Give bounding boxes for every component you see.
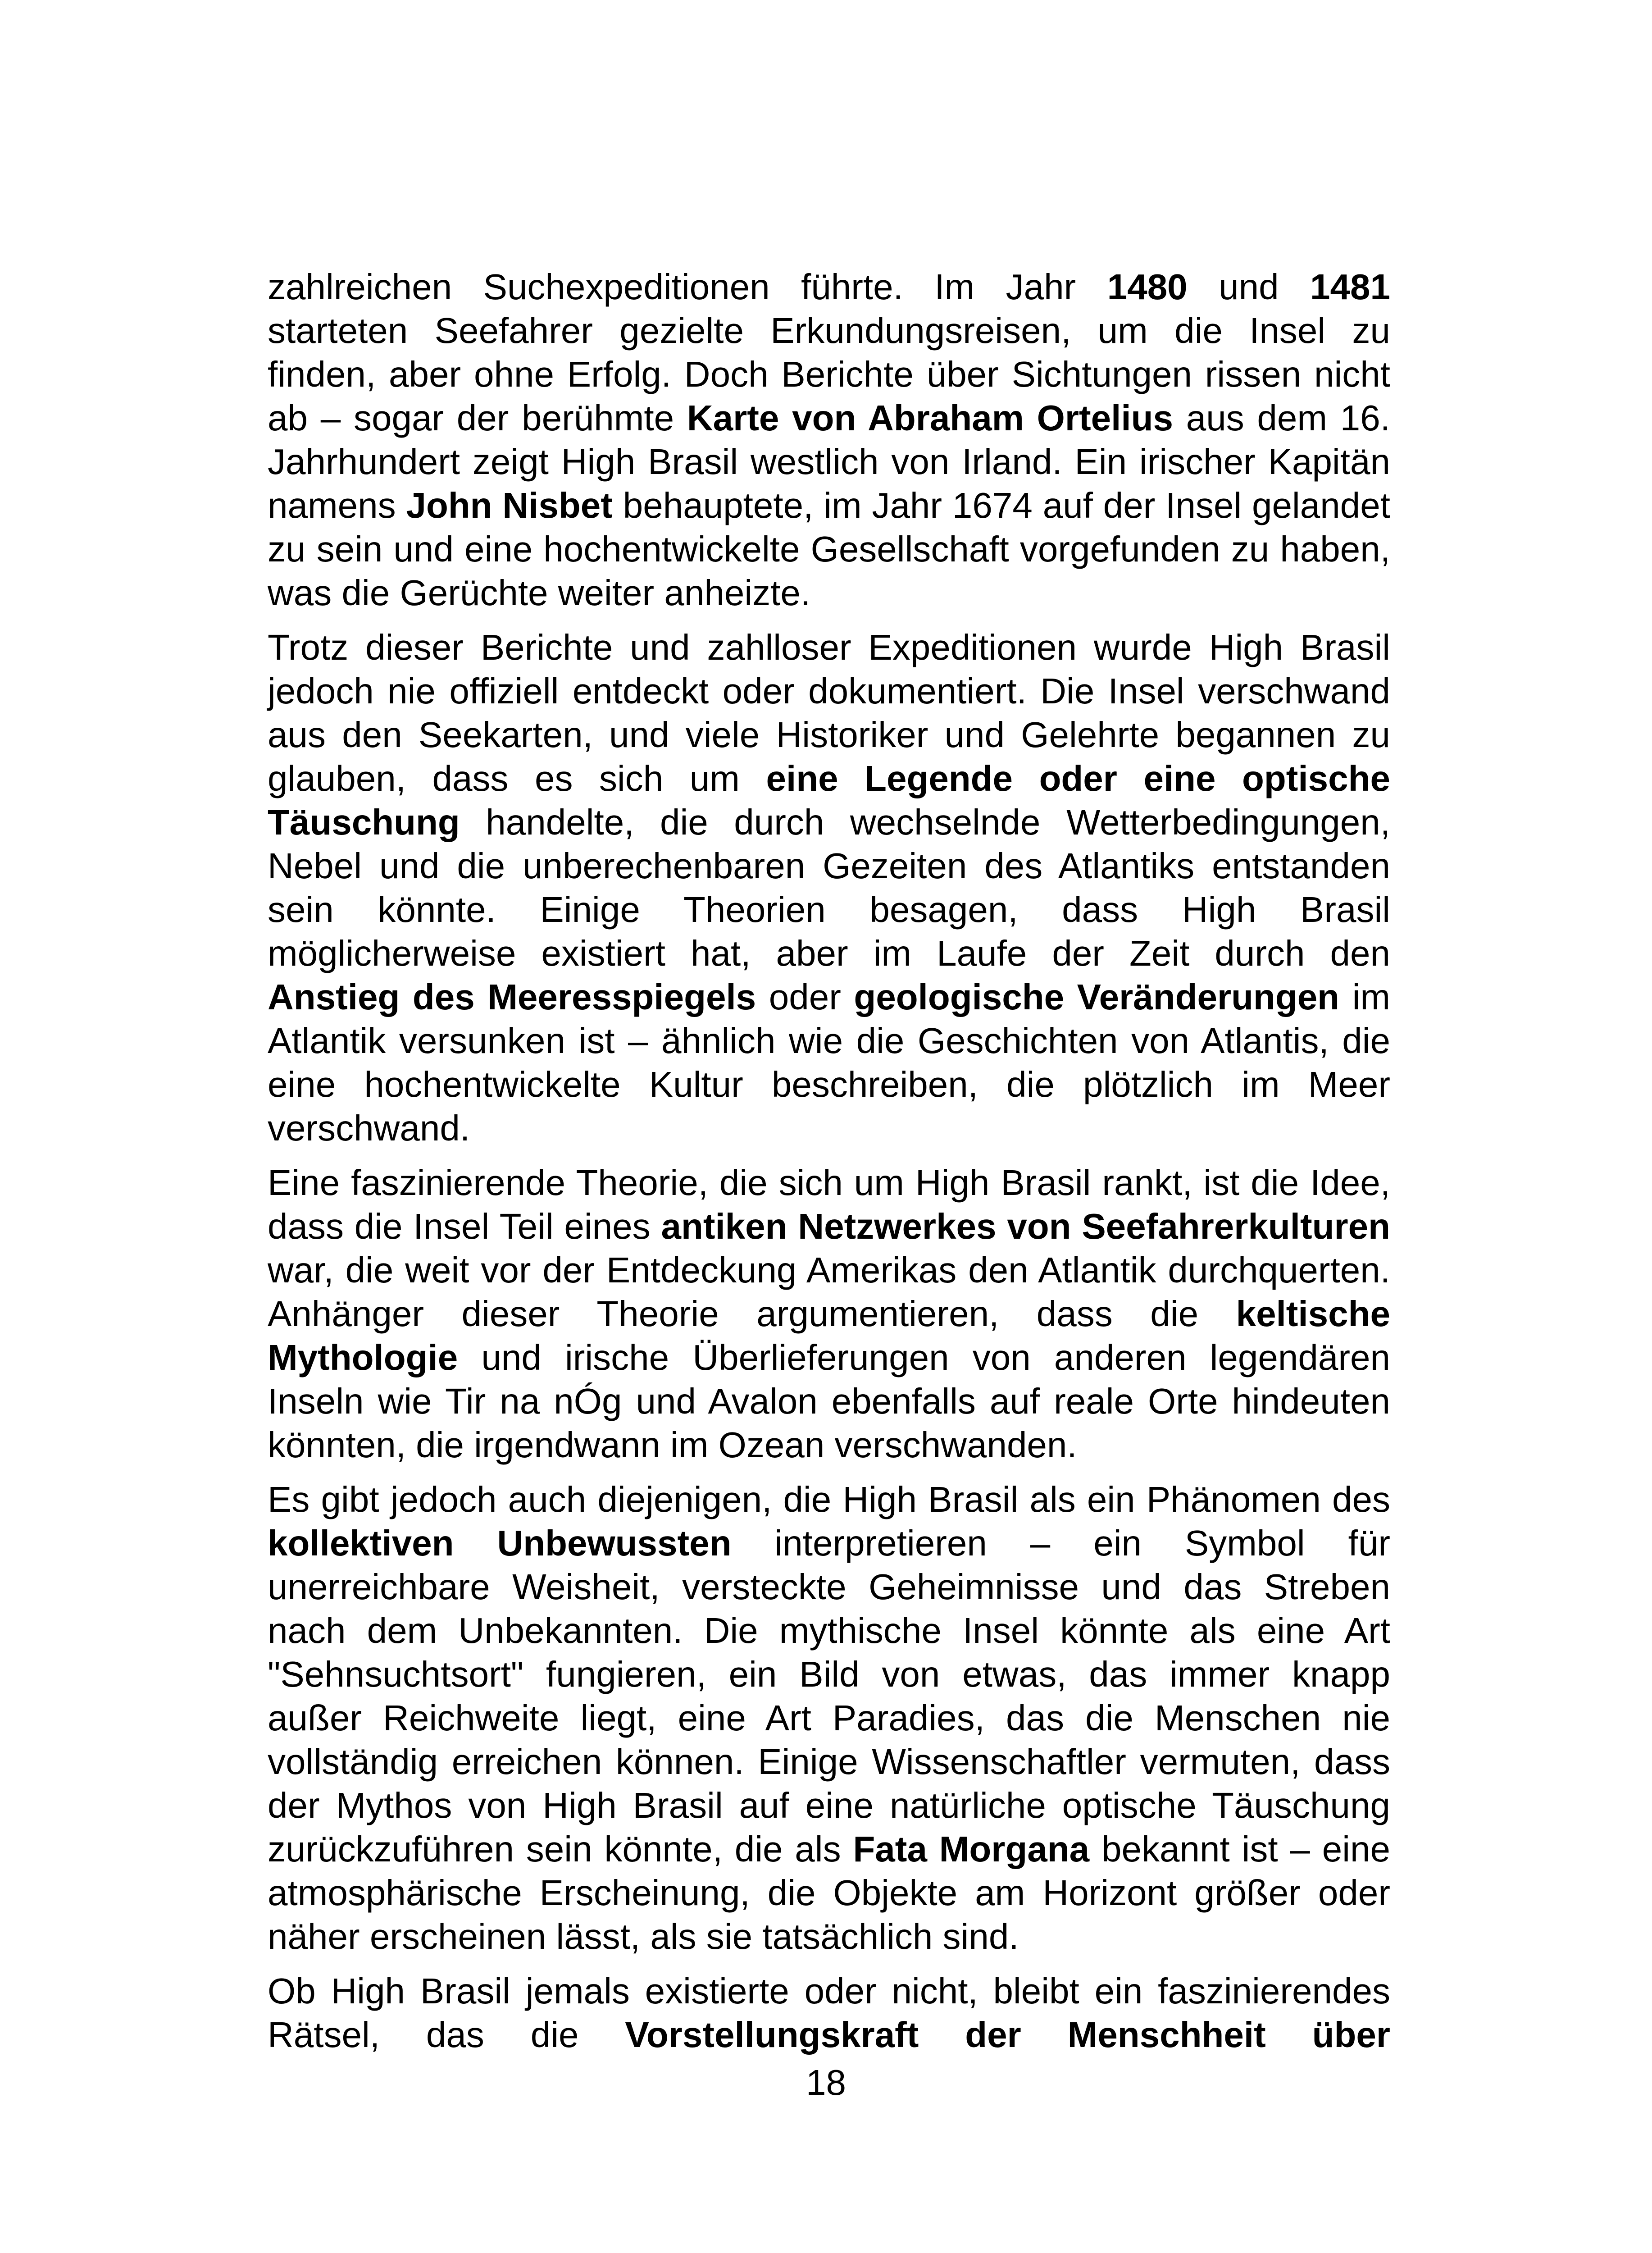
paragraph bbox=[268, 1969, 1390, 2057]
bold-text-segment: 1480 bbox=[1107, 267, 1188, 307]
paragraph bbox=[268, 265, 1390, 615]
text-segment: Eine faszinierende Theorie, die sich um High Brasil rankt, ist die Idee, dass die Insel Teil eines bbox=[268, 1163, 1390, 1246]
bold-text-segment: eine Legende oder eine optische Täuschung bbox=[268, 758, 1391, 842]
text-segment: oder bbox=[756, 977, 854, 1017]
bold-text-segment: 1481 bbox=[1310, 267, 1390, 307]
text-segment: zahlreichen Suchexpeditionen führte. Im Jahr bbox=[268, 267, 1107, 307]
text-segment: aus dem 16. Jahrhundert zeigt High Brasil westlich von Irland. Ein irischer Kapitän namens bbox=[268, 398, 1391, 525]
text-segment: behauptete, im Jahr 1674 auf der Insel gelandet zu sein und eine hochentwickelte Gesellschaft vorgefunden zu haben, was die Gerüchte weiter anheizte. bbox=[268, 485, 1391, 613]
bold-text-segment: Karte von Abraham Ortelius bbox=[687, 398, 1173, 438]
text-segment: Trotz dieser Berichte und zahlloser Expeditionen wurde High Brasil jedoch nie offiziell entdeckt oder dokumentiert. Die Insel verschwand aus den Seekarten, und viele Historiker und Gelehrte begannen zu glauben, dass es sich um bbox=[268, 627, 1390, 798]
bold-text-segment: antiken Netzwerkes von Seefahrerkulturen bbox=[661, 1206, 1391, 1246]
bold-text-segment: Fata Morgana bbox=[853, 1829, 1090, 1869]
paragraph bbox=[268, 1478, 1390, 1958]
text-segment: starteten Seefahrer gezielte Erkundungsreisen, um die Insel zu finden, aber ohne Erfolg. Doch Berichte über Sichtungen rissen nicht ab – sogar der berühmte bbox=[268, 310, 1390, 438]
text-segment: interpretieren – ein Symbol für unerreichbare Weisheit, versteckte Geheimnisse und das Streben nach dem Unbekannten. Die mythische Insel könnte als eine Art "Sehnsuchtsort" fungieren, ein Bild von etwas, das immer knapp außer Reichweite liegt, eine Art Paradies, das die Menschen nie vollständig erreichen können. Einige Wissenschaftler vermuten, dass der Mythos von High Brasil auf eine natürliche optische Täuschung zurückzuführen sein könnte, die als bbox=[268, 1523, 1390, 1869]
text-segment: Ob High Brasil jemals existierte oder nicht, bleibt ein faszinierendes Rätsel, das die bbox=[268, 1971, 1390, 2055]
bold-text-segment: John Nisbet bbox=[406, 485, 613, 525]
bold-text-segment: geologische Veränderungen bbox=[854, 977, 1340, 1017]
paragraph bbox=[268, 625, 1390, 1150]
bold-text-segment: keltische Mythologie bbox=[268, 1294, 1390, 1377]
bold-text-segment: Anstieg des Meeresspiegels bbox=[268, 977, 756, 1017]
text-segment: und bbox=[1187, 267, 1311, 307]
text-segment: Es gibt jedoch auch diejenigen, die High Brasil als ein Phänomen des bbox=[268, 1479, 1390, 1519]
page-number: 18 bbox=[806, 2062, 846, 2102]
text-segment: und irische Überlieferungen von anderen legendären Inseln wie Tir na nÓg und Avalon ebenfalls auf reale Orte hindeuten könnten, die irgendwann im Ozean verschwanden. bbox=[268, 1337, 1390, 1465]
bold-text-segment: Vorstellungskraft der Menschheit über bbox=[625, 2015, 1390, 2055]
text-segment: bekannt ist – eine atmosphärische Erscheinung, die Objekte am Horizont größer oder näher erscheinen lässt, als sie tatsächlich sind. bbox=[268, 1829, 1391, 1957]
text-segment: war, die weit vor der Entdeckung Amerikas den Atlantik durchquerten. Anhänger dieser Theorie argumentieren, dass die bbox=[268, 1250, 1390, 1334]
body-text bbox=[268, 265, 1390, 2067]
paragraph bbox=[268, 1161, 1390, 1467]
text-segment: im Atlantik versunken ist – ähnlich wie die Geschichten von Atlantis, die eine hochentwickelte Kultur beschreiben, die plötzlich im Meer verschwand. bbox=[268, 977, 1391, 1148]
bold-text-segment: kollektiven Unbewussten bbox=[268, 1523, 732, 1563]
text-segment: handelte, die durch wechselnde Wetterbedingungen, Nebel und die unberechenbaren Gezeiten des Atlantiks entstanden sein könnte. Einige Theorien besagen, dass High Brasil möglicherweise existiert hat, aber im Laufe der Zeit durch den bbox=[268, 802, 1390, 973]
